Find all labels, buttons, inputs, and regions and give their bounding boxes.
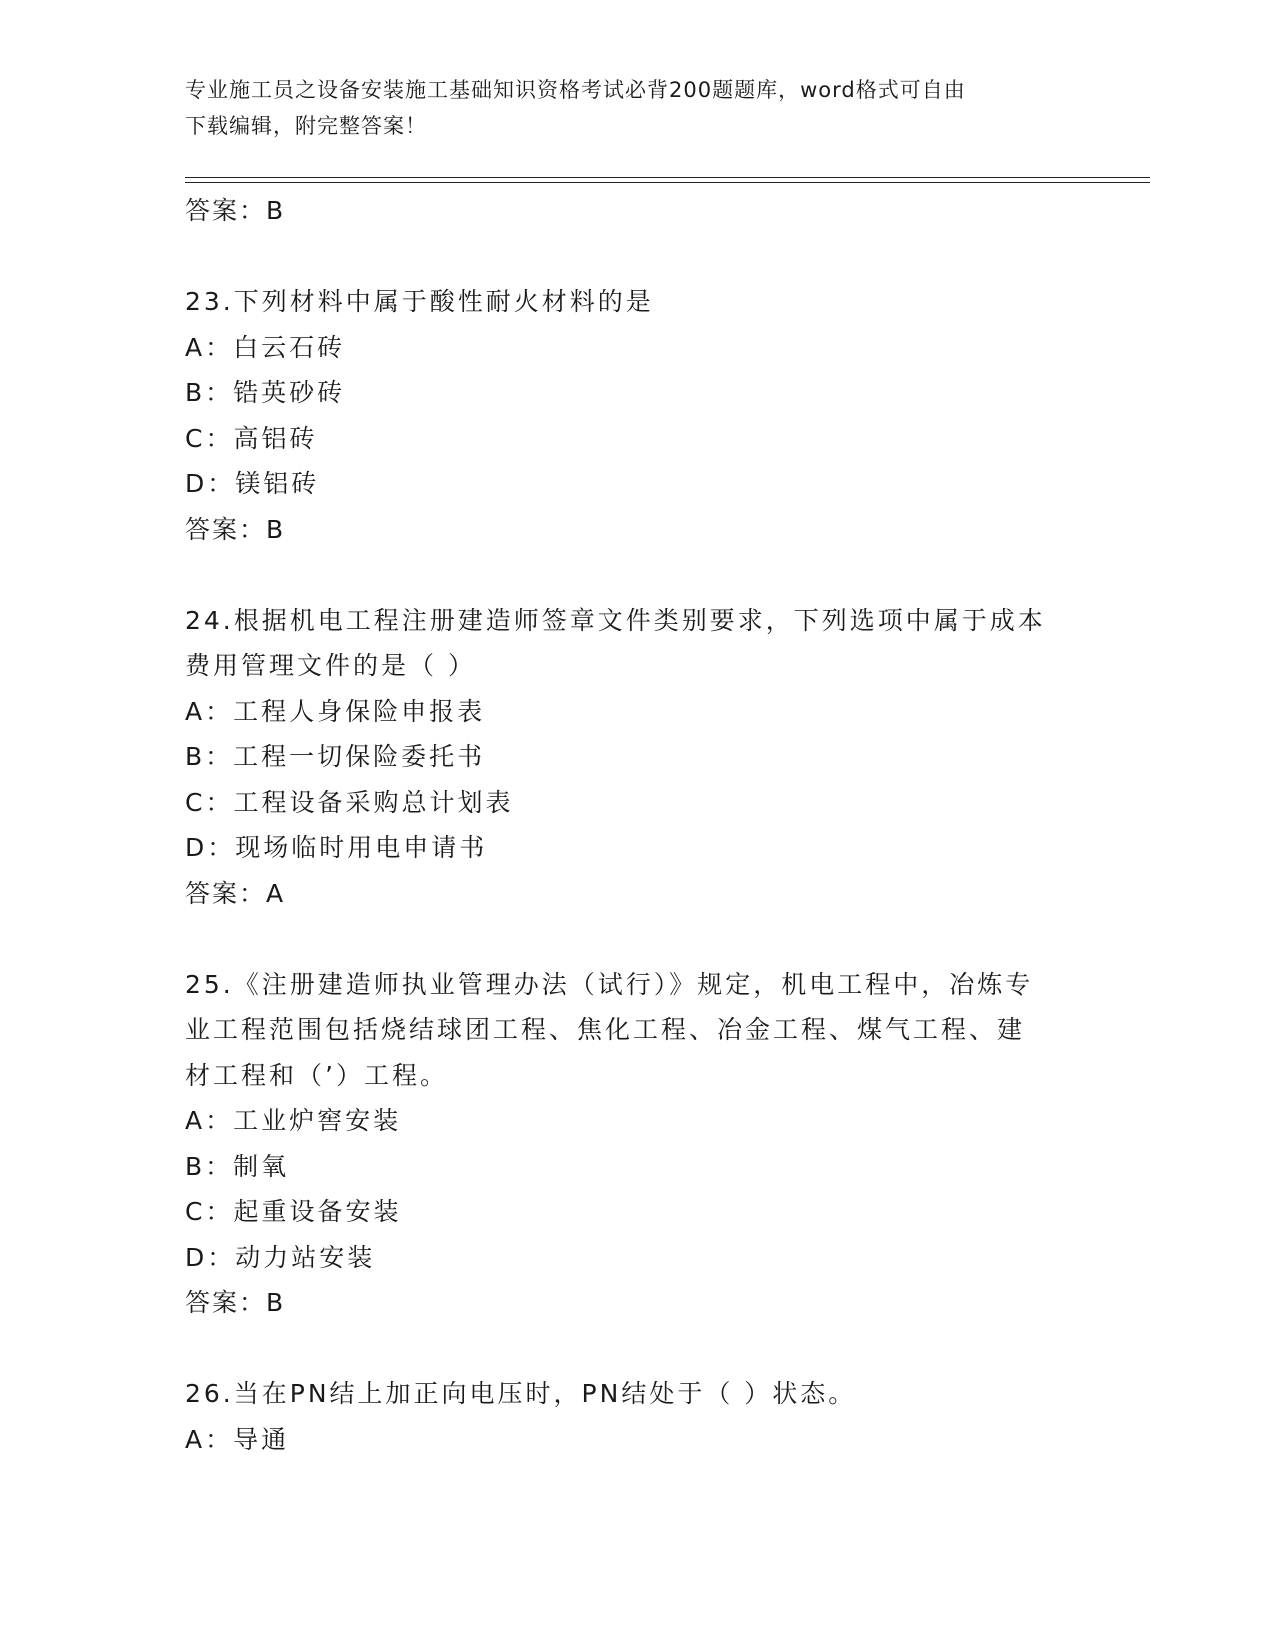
answer-line: 答案：B xyxy=(185,514,286,544)
header-line-1: 专业施工员之设备安装施工基础知识资格考试必背200题题库，word格式可自由 xyxy=(185,78,966,102)
spacer xyxy=(185,234,1065,280)
option-a: A：工业炉窖安装 xyxy=(185,1106,402,1135)
header-line-2: 下载编辑，附完整答案！ xyxy=(185,114,427,138)
spacer xyxy=(185,1326,1065,1372)
answer-line: 答案：B xyxy=(185,1288,286,1317)
option-d: D：镁铝砖 xyxy=(185,469,320,498)
option-d: D：动力站安装 xyxy=(185,1242,376,1272)
option-a: A：工程人身保险申报表 xyxy=(185,696,486,726)
question-text: 25.《注册建造师执业管理办法（试行）》规定，机电工程中，冶炼专 xyxy=(185,969,1034,999)
document-body xyxy=(185,188,1065,1462)
question-text: 23.下列材料中属于酸性耐火材料的是 xyxy=(185,287,654,316)
spacer xyxy=(185,916,1065,962)
question-text: 费用管理文件的是（ ） xyxy=(185,651,476,680)
question-block xyxy=(185,1371,1065,1462)
option-c: C：工程设备采购总计划表 xyxy=(185,787,514,817)
option-b: B：锆英砂砖 xyxy=(185,378,346,407)
answer-line: 答案：B xyxy=(185,196,286,225)
option-c: C：高铝砖 xyxy=(185,423,318,453)
option-b: B：工程一切保险委托书 xyxy=(185,742,486,771)
question-text: 26.当在PN结上加正向电压时，PN结处于（ ）状态。 xyxy=(185,1379,857,1408)
question-block xyxy=(185,962,1065,1326)
document-header xyxy=(185,72,1065,144)
spacer xyxy=(185,552,1065,598)
question-block xyxy=(185,598,1065,917)
header-divider-bottom xyxy=(185,182,1150,183)
question-text: 业工程范围包括烧结球团工程、焦化工程、冶金工程、煤气工程、建 xyxy=(185,1015,1026,1044)
option-b: B：制氧 xyxy=(185,1151,290,1181)
question-text: 24.根据机电工程注册建造师签章文件类别要求，下列选项中属于成本 xyxy=(185,605,1046,635)
option-a: A：导通 xyxy=(185,1424,290,1454)
header-divider-top xyxy=(185,177,1150,178)
option-d: D：现场临时用电申请书 xyxy=(185,833,488,862)
answer-line: 答案：A xyxy=(185,878,286,908)
option-c: C：起重设备安装 xyxy=(185,1197,402,1226)
question-text: 材工程和（’）工程。 xyxy=(185,1060,448,1090)
question-block xyxy=(185,279,1065,552)
option-a: A：白云石砖 xyxy=(185,332,346,362)
